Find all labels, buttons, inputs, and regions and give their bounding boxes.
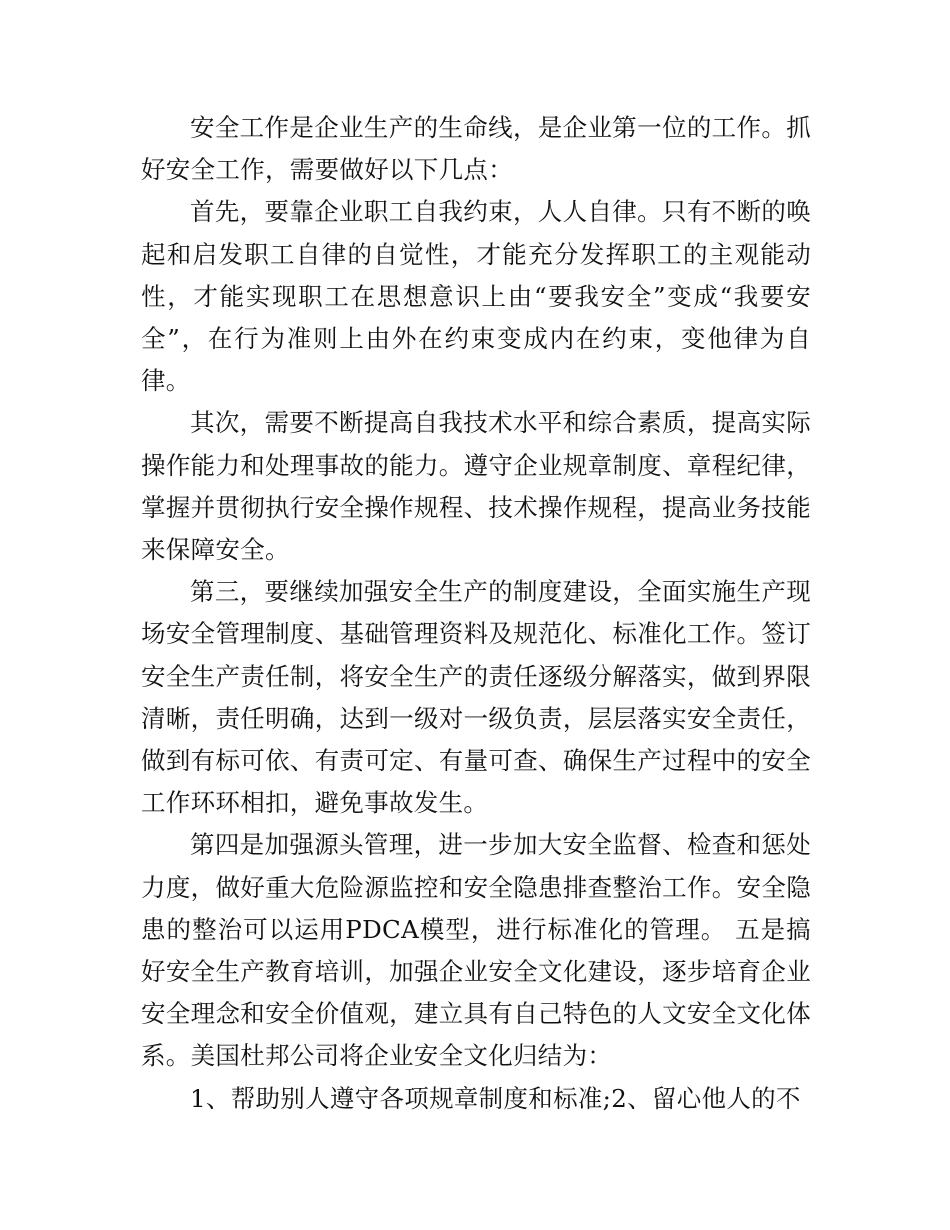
paragraph-first-point: 首先，要靠企业职工自我约束，人人自律。只有不断的唤起和启发职工自律的自觉性，才能充分发挥职工的主观能动性，才能实现职工在思想意识上由“要我安全”变成“我要安全”，在行为准则上由外在约束变成内在约束，变他律为自律。 — [141, 197, 811, 396]
paragraph-third-point: 第三，要继续加强安全生产的制度建设，全面实施生产现场安全管理制度、基础管理资料及规范化、标准化工作。签订安全生产责任制，将安全生产的责任逐级分解落实，做到界限清晰，责任明确，达到一级对一级负责，层层落实安全责任，做到有标可依、有责可定、有量可查、确保生产过程中的安全工作环环相扣，避免事故发生。 — [141, 577, 811, 818]
paragraph-intro: 安全工作是企业生产的生命线，是企业第一位的工作。抓好安全工作，需要做好以下几点： — [141, 113, 811, 185]
paragraph-fourth-point: 第四是加强源头管理，进一步加大安全监督、检查和惩处力度，做好重大危险源监控和安全隐患排查整治工作。安全隐患的整治可以运用PDCA模型，进行标准化的管理。 五是搞好安全生产教育培训，加强企业安全文化建设，逐步培育企业安全理念和安全价值观，建立具有自己特色的人文安全文化体系。美国杜邦公司将企业安全文化归结为： — [141, 830, 811, 1071]
paragraph-dupont-list: 1、帮助别人遵守各项规章制度和标准;2、留心他人的不 — [190, 1083, 801, 1113]
document-body — [141, 107, 811, 1120]
paragraph-second-point: 其次，需要不断提高自我技术水平和综合素质，提高实际操作能力和处理事故的能力。遵守企业规章制度、章程纪律，掌握并贯彻执行安全操作规程、技术操作规程，提高业务技能来保障安全。 — [141, 408, 811, 565]
